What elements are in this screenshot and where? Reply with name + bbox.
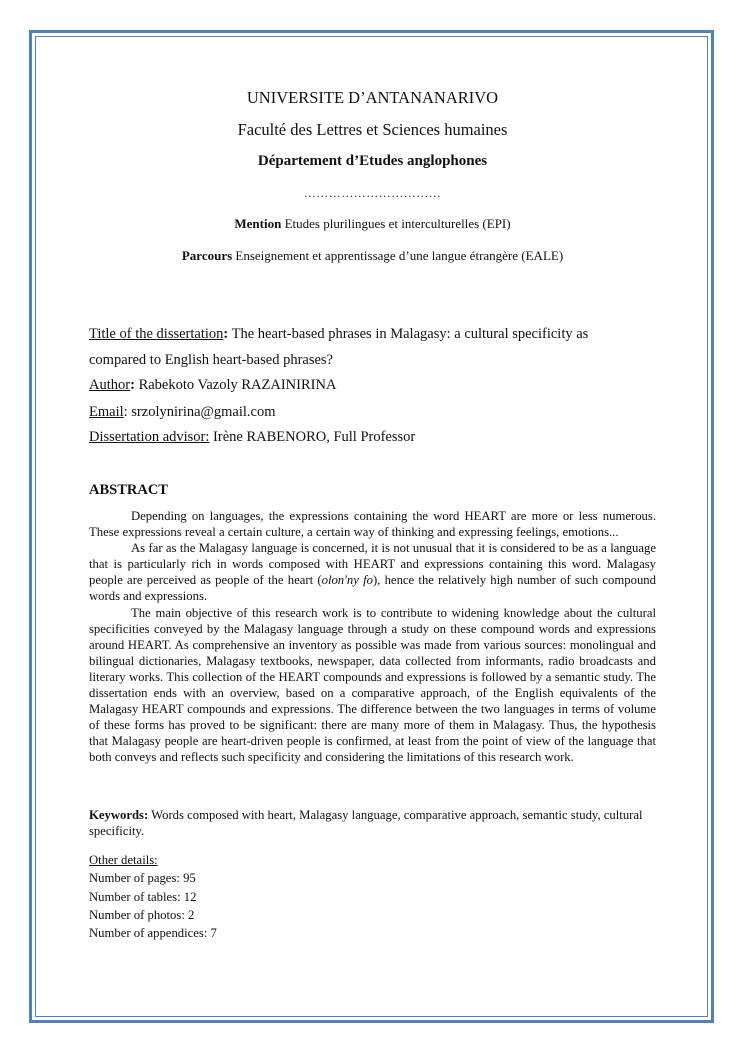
dissertation-title-line2: compared to English heart-based phrases? — [89, 352, 333, 368]
keywords-label: Keywords: — [89, 808, 149, 822]
abstract-p2-italic: olon'ny fo — [321, 573, 373, 588]
abstract-heading: ABSTRACT — [89, 482, 168, 498]
title-label: Title of the dissertation — [89, 326, 224, 342]
dissertation-title-line1 — [89, 326, 588, 343]
mention-label: Mention — [234, 216, 282, 231]
author-colon: : — [130, 377, 135, 393]
advisor-label: Dissertation advisor: — [89, 429, 210, 445]
abstract-paragraph-1: Depending on languages, the expressions containing the word HEART are more or less numerous. These expressions reveal a certain culture, a certain way of thinking and expressing feelings, emotions... — [89, 509, 656, 540]
other-details-heading: Other details: — [89, 853, 158, 867]
detail-item: Number of appendices: 7 — [89, 926, 217, 941]
email-label: Email — [89, 404, 124, 420]
other-details — [89, 851, 217, 942]
faculty-name: Faculté des Lettres et Sciences humaines — [237, 120, 508, 139]
detail-item: Number of pages: 95 — [89, 871, 196, 886]
keywords-block — [89, 807, 656, 839]
abstract-p2-text-a: As far as the Malagasy language is concerned, it is not unusual that it is considered to be as a language that is particularly rich in words composed with HEART and expressions containing this word. Malagasy people are perceived as people of the heart ( — [89, 541, 656, 588]
email-value: : srzolynirina@gmail.com — [123, 404, 276, 420]
abstract-paragraph-2 — [89, 540, 656, 604]
parcours-line — [0, 248, 745, 264]
abstract-p2-text-b: ), hence the relatively high number of such compound words and expressions. — [89, 573, 656, 604]
department-name: Département d’Etudes anglophones — [257, 153, 488, 169]
parcours-label: Parcours — [181, 248, 233, 263]
detail-item: Number of tables: 12 — [89, 889, 197, 904]
detail-item: Number of photos: 2 — [89, 907, 195, 922]
email-line — [89, 404, 276, 421]
advisor-line — [89, 429, 415, 446]
title-value-line1: The heart-based phrases in Malagasy: a cultural specificity as — [228, 326, 589, 342]
abstract-paragraph-3: The main objective of this research work is to contribute to widening knowledge about the cultural specificities conveyed by the Malagasy language through a study on these compound words and expressions around HEART. As comprehensive an inventory as possible was made from various sources: monolingual and bilingual dictionaries, Malagasy textbooks, newspaper, data collected from informants, radio broadcasts and literary works. This collection of the HEART compounds and expressions is followed by a semantic study. The dissertation ends with an overview, based on a comparative approach, of the English equivalents of the Malagasy HEART compounds and expressions. The difference between the two languages in terms of volume of these forms has proved to be significant: there are many more of them in Malagasy. Thus, the hypothesis that Malagasy people are heart-driven people is confirmed, at least from the point of view of the language that both conveys and reflects such specificity and considering the limitations of this research work. — [89, 605, 656, 765]
author-line — [89, 377, 336, 394]
university-name: UNIVERSITE D’ANTANANARIVO — [246, 88, 499, 107]
advisor-value: Irène RABENORO, Full Professor — [209, 429, 416, 445]
author-value: Rabekoto Vazoly RAZAINIRINA — [134, 377, 337, 393]
parcours-value: Enseignement et apprentissage d’une langue étrangère (EALE) — [232, 248, 564, 263]
keywords-value: Words composed with heart, Malagasy language, comparative approach, semantic study, cultural specificity. — [89, 808, 643, 839]
mention-line — [0, 216, 745, 232]
author-label: Author — [89, 377, 131, 393]
title-colon: : — [223, 326, 229, 342]
separator-dots: …………………………… — [303, 186, 442, 200]
mention-value: Etudes plurilingues et interculturelles (EPI) — [281, 216, 511, 231]
abstract-body — [89, 508, 656, 766]
